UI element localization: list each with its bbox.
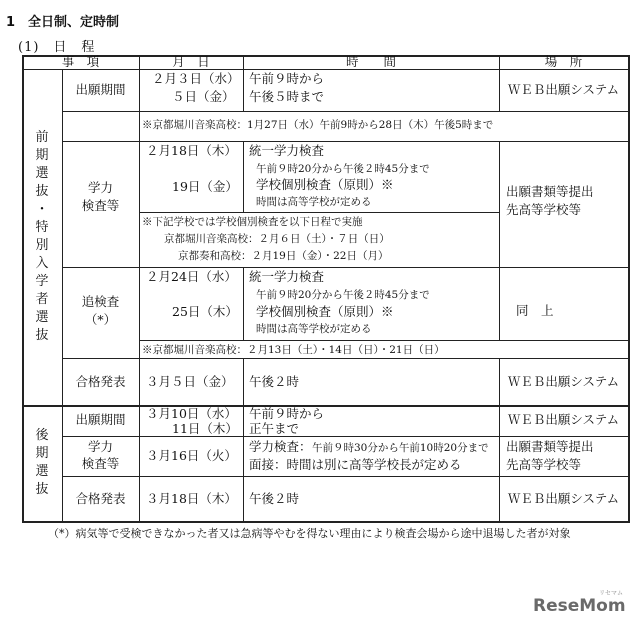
- kouki-shutsugan-place: ＷＥＢ出願システム: [507, 412, 620, 427]
- subsection-heading: (1) 日 程: [18, 40, 96, 55]
- group-label-kouki: [32, 427, 52, 499]
- kouki-gakuryoku-time2: 面接：時間は別に高等学校長が定める: [249, 457, 462, 472]
- group-label-char: 学: [35, 274, 49, 289]
- zenki-tsuikensa-date1: ２月24日（水）: [146, 269, 237, 284]
- zenki-tsuikensa-date2: 25日（木）: [172, 304, 238, 319]
- zenki-tsuikensa-time2: 午前９時20分から午後２時45分まで: [256, 289, 430, 301]
- kouki-gakuryoku-time1b: 午前９時30分から午前10時20分まで: [312, 442, 489, 454]
- zenki-gakuryoku-note2: 京都堀川音楽高校：２月６日（土）・７日（日）: [164, 233, 390, 245]
- kouki-goukaku-label: 合格発表: [75, 491, 126, 506]
- header-date: 月 日: [172, 54, 210, 69]
- zenki-tsuikensa-label1: 追検査: [81, 294, 120, 309]
- kouki-shutsugan-date2: 11日（木）: [172, 421, 238, 436]
- zenki-tsuikensa-time4: 時間は高等学校が定める: [256, 323, 372, 335]
- group-label-char: 後: [35, 428, 49, 443]
- resemom-logo: ReseMom: [533, 596, 626, 616]
- zenki-gakuryoku-note1: ※下記学校では学校個別検査を以下日程で実施: [142, 216, 363, 228]
- zenki-goukaku-label: 合格発表: [75, 374, 126, 389]
- zenki-gakuryoku-date2: 19日（金）: [172, 179, 238, 194]
- group-label-char: 選: [35, 310, 49, 325]
- zenki-shutsugan-time1: 午前９時から: [249, 71, 325, 86]
- group-label-char: ・: [35, 202, 49, 217]
- zenki-shutsugan-date2: ５日（金）: [172, 89, 235, 104]
- zenki-shutsugan-label: 出願期間: [75, 82, 126, 97]
- zenki-gakuryoku-label1: 学力: [87, 180, 113, 195]
- zenki-goukaku-time: 午後２時: [249, 374, 300, 389]
- kouki-shutsugan-time2: 正午まで: [249, 421, 300, 436]
- group-label-char: 前: [35, 130, 49, 145]
- resemom-logo-mark: リセマム: [599, 590, 623, 597]
- group-label-char: 別: [35, 238, 49, 253]
- kouki-goukaku-time: 午後２時: [249, 491, 300, 506]
- footnote: （*）病気等で受検できなかった者又は急病等やむを得ない理由により検査会場から途中退場した者が対象: [48, 527, 571, 540]
- zenki-shutsugan-note: ※京都堀川音楽高校：1月27日（水）午前9時から28日（木）午後5時まで: [142, 119, 494, 131]
- group-label-char: 入: [35, 256, 49, 271]
- group-label-char: 選: [35, 464, 49, 479]
- kouki-shutsugan-time1: 午前９時から: [249, 406, 325, 421]
- group-label-char: 選: [35, 166, 49, 181]
- zenki-shutsugan-place: ＷＥＢ出願システム: [507, 82, 620, 97]
- kouki-gakuryoku-label1: 学力: [87, 439, 113, 454]
- kouki-gakuryoku-date: ３月16日（火）: [146, 448, 237, 463]
- zenki-gakuryoku-time1: 統一学力検査: [249, 143, 325, 158]
- zenki-goukaku-place: ＷＥＢ出願システム: [507, 374, 620, 389]
- zenki-tsuikensa-time3: 学校個別検査（原則）※: [256, 304, 394, 319]
- kouki-gakuryoku-time1a: 学力検査：: [249, 439, 312, 454]
- zenki-shutsugan-time2: 午後５時まで: [249, 89, 325, 104]
- zenki-gakuryoku-label2: 検査等: [81, 198, 120, 213]
- zenki-gakuryoku-time4: 時間は高等学校が定める: [256, 196, 372, 208]
- zenki-tsuikensa-place: 同 上: [516, 303, 554, 318]
- zenki-gakuryoku-time2: 午前９時20分から午後２時45分まで: [256, 163, 430, 175]
- zenki-gakuryoku-date1: ２月18日（木）: [146, 143, 237, 158]
- header-item: 事 項: [61, 54, 100, 69]
- header-time: 時 間: [345, 54, 396, 69]
- kouki-gakuryoku-place2: 先高等学校等: [506, 457, 582, 472]
- zenki-gakuryoku-time3: 学校個別検査（原則）※: [256, 177, 394, 192]
- group-label-char: 抜: [35, 482, 49, 497]
- kouki-goukaku-date: ３月18日（木）: [146, 491, 237, 506]
- section-heading: 1 全日制、定時制: [6, 15, 120, 30]
- zenki-gakuryoku-place2: 先高等学校等: [506, 202, 582, 217]
- group-label-char: 抜: [35, 184, 49, 199]
- kouki-gakuryoku-label2: 検査等: [81, 456, 120, 471]
- group-label-char: 期: [35, 446, 49, 461]
- group-label-char: 抜: [35, 328, 49, 343]
- kouki-shutsugan-date1: ３月10日（水）: [146, 406, 237, 421]
- zenki-gakuryoku-note3: 京都奏和高校：２月19日（金）・22日（月）: [178, 250, 389, 262]
- zenki-goukaku-date: ３月５日（金）: [146, 374, 234, 389]
- group-label-char: 期: [35, 148, 49, 163]
- zenki-shutsugan-date1: ２月３日（水）: [152, 71, 240, 86]
- group-label-zenki: [32, 129, 52, 345]
- group-label-char: 者: [35, 292, 49, 307]
- kouki-goukaku-place: ＷＥＢ出願システム: [507, 491, 620, 506]
- kouki-gakuryoku-place1: 出願書類等提出: [506, 439, 594, 454]
- group-label-char: 特: [35, 220, 49, 235]
- schedule-table: [22, 55, 630, 523]
- kouki-shutsugan-label: 出願期間: [75, 412, 126, 427]
- zenki-gakuryoku-place1: 出願書類等提出: [506, 184, 594, 199]
- header-place: 場 所: [544, 54, 583, 69]
- zenki-tsuikensa-note: ※京都堀川音楽高校：２月13日（土）・14日（日）・21日（日）: [142, 344, 445, 356]
- zenki-tsuikensa-label2: （*）: [84, 312, 117, 327]
- zenki-tsuikensa-time1: 統一学力検査: [249, 269, 325, 284]
